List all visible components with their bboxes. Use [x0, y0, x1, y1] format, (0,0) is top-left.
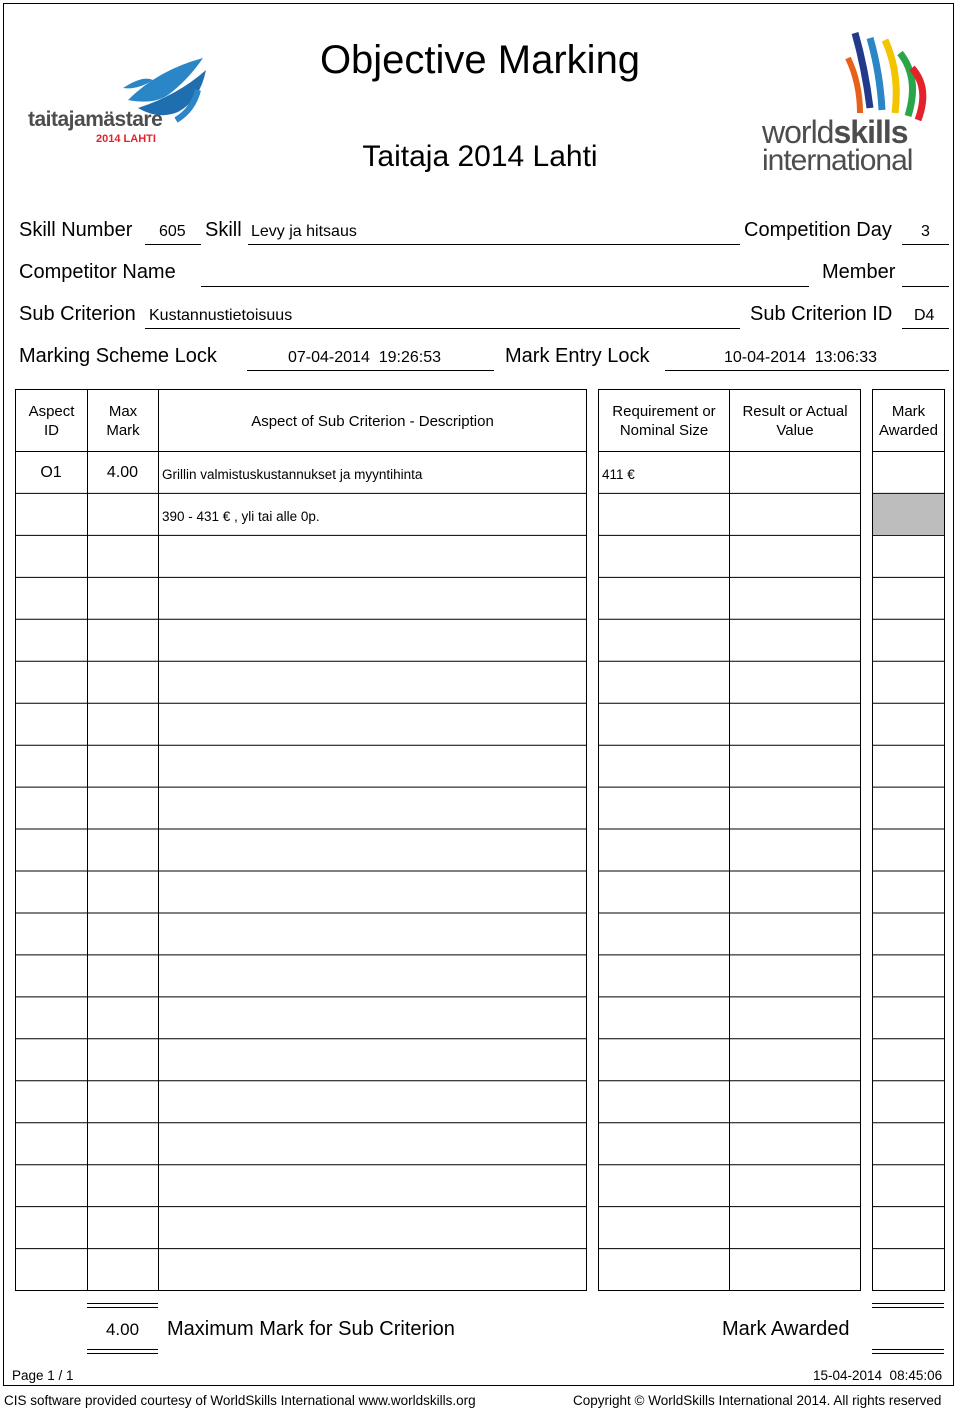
sub-criterion-value: Kustannustietoisuus — [149, 307, 293, 324]
max-mark-total: 4.00 — [105, 1320, 140, 1339]
table-row — [15, 452, 945, 494]
max-total-bottom-rule — [87, 1349, 158, 1354]
competition-day-value: 3 — [921, 223, 930, 240]
taitaja-logo-text: taitajamästare — [28, 108, 163, 131]
row-description: Grillin valmistuskustannukset ja myyntihinta — [162, 467, 423, 482]
worldskills-skills: skills — [833, 114, 908, 150]
header-requirement-line2: Nominal Size — [619, 422, 709, 439]
header-description — [158, 389, 587, 452]
header-requirement-line1: Requirement or — [612, 403, 716, 420]
header-max-mark-line1: Max — [108, 403, 138, 420]
worldskills-logo-line2: international — [762, 144, 913, 177]
mark-awarded-total-cell[interactable] — [872, 1308, 944, 1348]
skill-number-value: 605 — [159, 223, 186, 240]
marking-scheme-lock-label: Marking Scheme Lock — [19, 345, 217, 367]
header-mark-awarded-line1: Mark — [891, 403, 926, 420]
sub-criterion-id-value: D4 — [914, 307, 935, 324]
row-description: 390 - 431 € , yli tai alle 0p. — [162, 509, 320, 524]
mark-awarded-total-label: Mark Awarded — [722, 1318, 850, 1340]
mark-entry-lock-value: 10-04-2014 13:06:33 — [724, 349, 878, 366]
header-description-text: Aspect of Sub Criterion - Description — [251, 413, 494, 430]
marking-scheme-lock-value: 07-04-2014 19:26:53 — [288, 349, 442, 366]
max-mark-total-label: Maximum Mark for Sub Criterion — [167, 1318, 455, 1340]
max-total-top-rule — [87, 1303, 158, 1308]
header-aspect-id-line2: ID — [44, 422, 59, 439]
member-label: Member — [822, 261, 896, 283]
header-mark-awarded — [872, 389, 945, 452]
print-timestamp: 15-04-2014 08:45:06 — [813, 1368, 943, 1383]
row-result-cell[interactable] — [730, 452, 861, 494]
header-aspect-id — [15, 389, 88, 452]
taitaja-logo-subtext: 2014 LAHTI — [96, 133, 156, 145]
skill-label: Skill — [205, 219, 242, 241]
header-result-line1: Result or Actual — [742, 403, 848, 420]
competitor-name-label: Competitor Name — [19, 261, 176, 283]
mark-entry-lock-label: Mark Entry Lock — [505, 345, 650, 367]
row-max-mark: 4.00 — [106, 464, 139, 481]
footer-credit: CIS software provided courtesy of WorldSkills International www.worldskills.org — [4, 1393, 476, 1408]
page-subtitle: Taitaja 2014 Lahti — [362, 140, 598, 173]
page-title: Objective Marking — [319, 38, 641, 82]
header-result — [729, 389, 861, 452]
header-result-line2: Value — [776, 422, 814, 439]
header-aspect-id-line1: Aspect — [28, 403, 75, 420]
awarded-total-bottom-rule — [872, 1349, 944, 1354]
skill-number-label: Skill Number — [19, 219, 133, 241]
table-row — [15, 494, 945, 536]
row-mark-awarded-cell[interactable] — [873, 452, 944, 494]
page-number: Page 1 / 1 — [12, 1368, 74, 1383]
sub-criterion-id-label: Sub Criterion ID — [750, 303, 893, 325]
worldskills-world: world — [762, 114, 834, 150]
row-requirement: 411 € — [602, 467, 635, 482]
header-mark-awarded-line2: Awarded — [879, 422, 938, 439]
header-requirement — [598, 389, 730, 452]
footer-copyright: Copyright © WorldSkills International 2014. All rights reserved — [573, 1393, 942, 1408]
header-max-mark-line2: Mark — [106, 422, 140, 439]
skill-value: Levy ja hitsaus — [251, 223, 357, 240]
header-max-mark — [87, 389, 159, 452]
sub-criterion-label: Sub Criterion — [19, 303, 136, 325]
row-aspect-id: O1 — [40, 464, 62, 481]
competition-day-label: Competition Day — [744, 219, 892, 241]
